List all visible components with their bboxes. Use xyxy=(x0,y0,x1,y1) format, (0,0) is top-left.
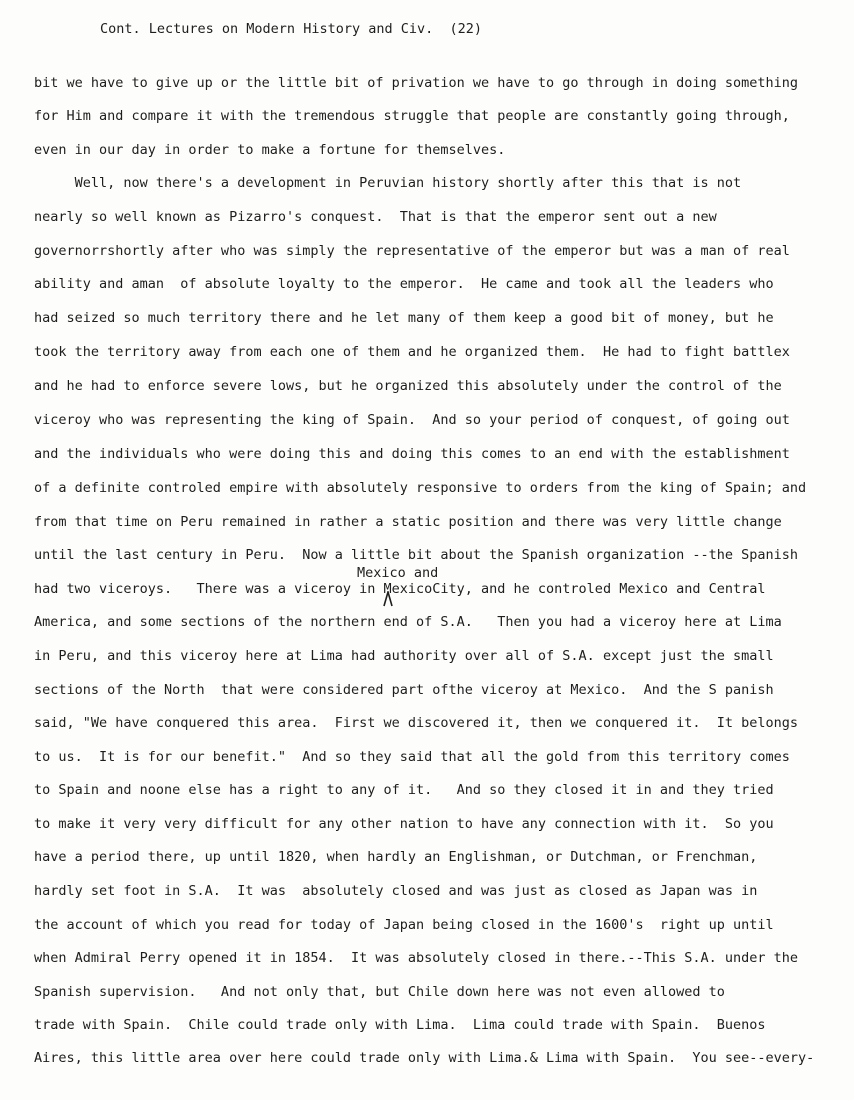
interlinear-insertion: Mexico and xyxy=(357,565,439,581)
text-line: even in our day in order to make a fortune for themselves. xyxy=(34,142,506,158)
text-line: until the last century in Peru. Now a little bit about the Spanish organization --the Spanish xyxy=(34,547,799,563)
text-line: and the individuals who were doing this and doing this comes to an end with the establishment xyxy=(34,446,790,462)
text-line: Aires, this little area over here could trade only with Lima.& Lima with Spain. You see--every- xyxy=(34,1050,815,1066)
text-line: from that time on Peru remained in rather a static position and there was very little change xyxy=(34,514,782,530)
text-line: to us. It is for our benefit." And so they said that all the gold from this territory comes xyxy=(34,749,790,765)
text-line: had two viceroys. There was a viceroy in MexicoCity, and he controled Mexico and Central xyxy=(34,581,766,597)
text-line: the account of which you read for today of Japan being closed in the 1600's right up until xyxy=(34,917,774,933)
text-line: when Admiral Perry opened it in 1854. It was absolutely closed in there.--This S.A. under the xyxy=(34,950,799,966)
text-line: ability and aman of absolute loyalty to the emperor. He came and took all the leaders who xyxy=(34,276,774,292)
text-line: nearly so well known as Pizarro's conquest. That is that the emperor sent out a new xyxy=(34,209,717,225)
text-line: of a definite controled empire with absolutely responsive to orders from the king of Spain; and xyxy=(34,480,807,496)
text-line: viceroy who was representing the king of Spain. And so your period of conquest, of going out xyxy=(34,412,790,428)
text-line: Well, now there's a development in Peruvian history shortly after this that is not xyxy=(34,175,742,191)
text-line: America, and some sections of the northern end of S.A. Then you had a viceroy here at Lima xyxy=(34,614,782,630)
text-line: and he had to enforce severe lows, but he organized this absolutely under the control of the xyxy=(34,378,782,394)
text-line: took the territory away from each one of them and he organized them. He had to fight battlex xyxy=(34,344,790,360)
text-line: to Spain and noone else has a right to any of it. And so they closed it in and they tried xyxy=(34,782,774,798)
text-line: bit we have to give up or the little bit of privation we have to go through in doing something xyxy=(34,75,799,91)
text-line: trade with Spain. Chile could trade only with Lima. Lima could trade with Spain. Buenos xyxy=(34,1017,766,1033)
text-line: said, "We have conquered this area. First we discovered it, then we conquered it. It belongs xyxy=(34,715,799,731)
text-line: sections of the North that were considered part ofthe viceroy at Mexico. And the S panish xyxy=(34,682,774,698)
text-line: in Peru, and this viceroy here at Lima had authority over all of S.A. except just the small xyxy=(34,648,774,664)
text-line: hardly set foot in S.A. It was absolutely closed and was just as closed as Japan was in xyxy=(34,883,758,899)
text-line: Spanish supervision. And not only that, but Chile down here was not even allowed to xyxy=(34,984,725,1000)
text-line: have a period there, up until 1820, when hardly an Englishman, or Dutchman, or Frenchman, xyxy=(34,849,758,865)
text-line: governorrshortly after who was simply the representative of the emperor but was a man of real xyxy=(34,243,790,259)
text-line: to make it very very difficult for any other nation to have any connection with it. So you xyxy=(34,816,774,832)
text-line: for Him and compare it with the tremendous struggle that people are constantly going through, xyxy=(34,108,790,124)
text-line: had seized so much territory there and he let many of them keep a good bit of money, but he xyxy=(34,310,774,326)
page-header: Cont. Lectures on Modern History and Civ. (22) xyxy=(100,21,483,37)
